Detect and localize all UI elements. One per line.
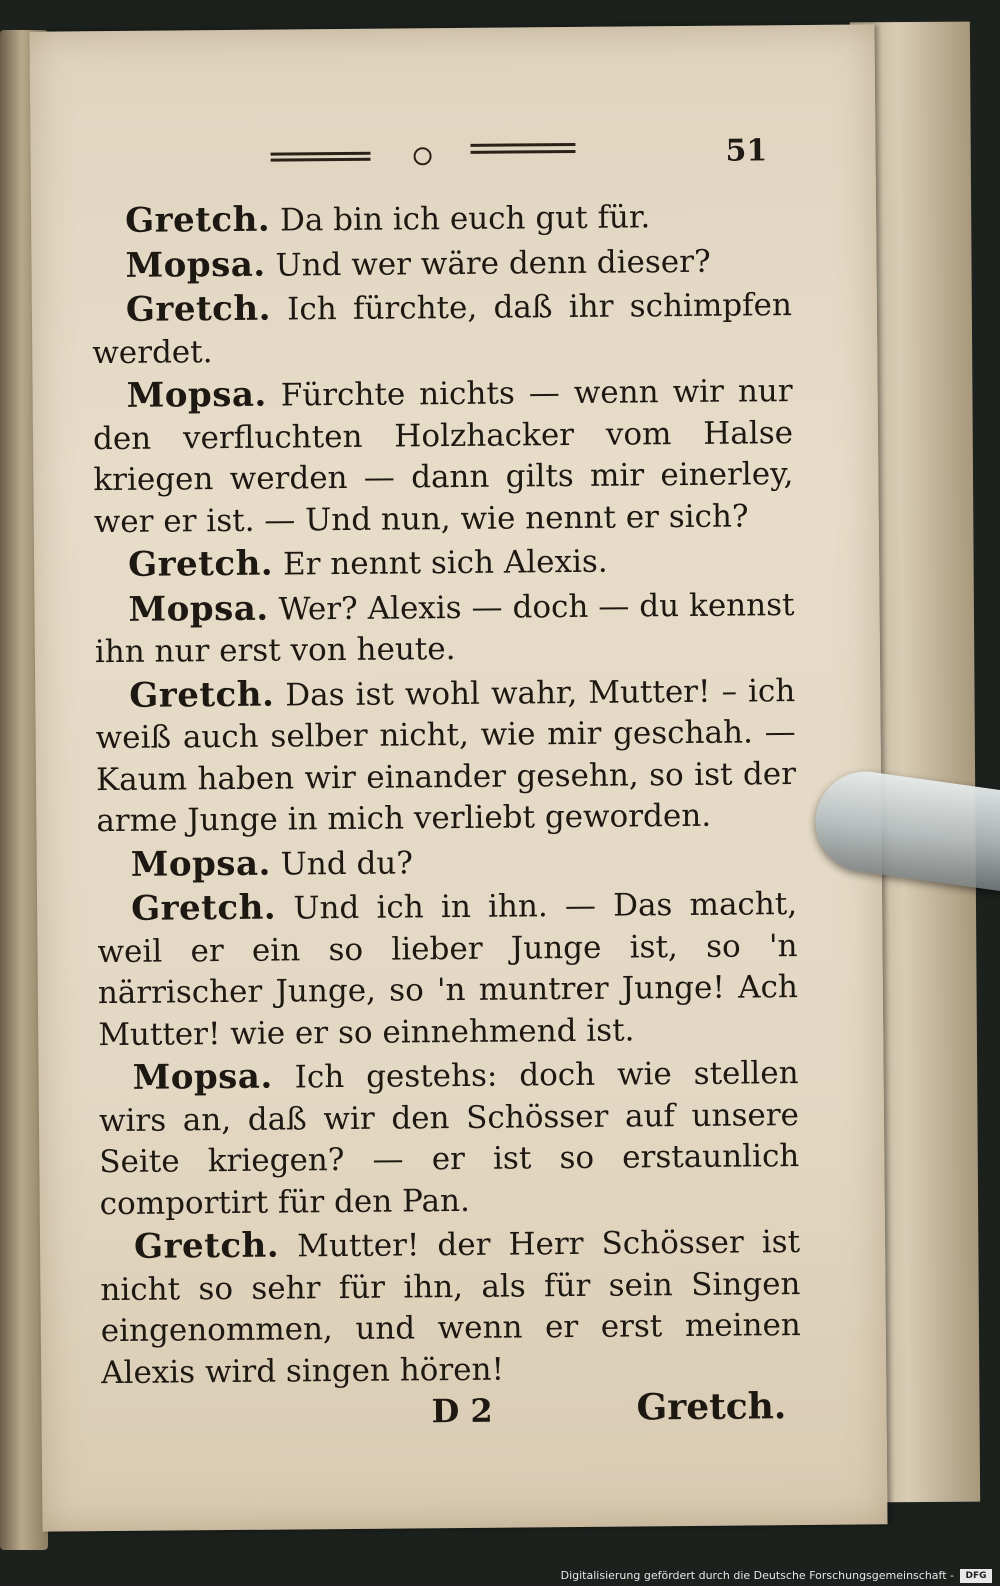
header-ornament-circle [413,147,431,165]
speaker-name: Mopsa. [128,588,269,630]
speaker-name: Gretch. [130,887,277,929]
speech-text: Und wer wäre denn dieser? [275,243,711,284]
dialogue-line [95,670,796,843]
dialogue-line [91,195,791,244]
speaker-name: Mopsa. [126,374,267,416]
book-page [29,24,887,1531]
digitization-credit: Digitalisierung gefördert durch die Deutsche Forschungsgemeinschaft - [560,1569,954,1582]
speech-text: Fürchte nichts — wenn wir nur den verfluchten Holzhacker vom Halse kriegen werden — dann gilts mir einerley, wer er ist. — Und nun, wie nennt er sich? [92,373,794,540]
speech-text: Und du? [280,844,414,883]
speech-text: Mutter! der Herr Schösser ist nicht so sehr für ihn, als für sein Singen eingenommen, und wenn er erst meinen Alexis wird singen hören! [100,1224,801,1391]
dialogue-line [97,883,798,1056]
page-footer [101,1385,801,1441]
dialogue-line [94,539,794,588]
speaker-name: Gretch. [133,1225,280,1267]
page-number: 51 [725,133,768,169]
dialogue-line [100,1221,801,1394]
dialogue-line [91,240,791,289]
dialogue-text [91,195,801,1396]
speech-text: Er nennt sich Alexis. [282,543,608,583]
dialogue-line [94,584,795,674]
signature-mark: D 2 [431,1391,493,1431]
dialogue-line [98,1052,799,1225]
speech-text: Da bin ich euch gut für. [279,199,651,239]
speech-text: Ich gestehs: doch wie stellen wirs an, daß wir den Schösser auf unsere Seite kriegen? — er ist so erstaunlich comportirt für den Pan. [98,1055,800,1222]
speech-text: Wer? Alexis — doch — du kennst ihn nur erst von heute. [94,586,795,671]
speaker-name: Gretch. [129,674,275,716]
speaker-name: Mopsa. [130,843,272,885]
dialogue-line [97,839,797,888]
header-rule-right [470,141,575,158]
dialogue-line [92,284,793,374]
credit-bar [0,1564,1000,1586]
catchword: Gretch. [636,1385,787,1429]
speaker-name: Mopsa. [132,1056,273,1098]
page-header [270,133,810,178]
dialogue-line [92,370,793,543]
dfg-logo-icon: DFG [960,1569,992,1583]
speaker-name: Gretch. [127,543,274,585]
speech-text: Ich fürchte, daß ihr schimpfen werdet. [92,287,793,371]
speaker-name: Gretch. [125,288,272,330]
speech-text: Das ist wohl wahr, Mutter! – ich weiß auch selber nicht, wie mir geschah. — Kaum haben wir einander gesehn, so ist der arme Junge in mich verliebt geworden. [95,672,797,840]
speech-text: Und ich in ihn. — Das macht, weil er ein so lieber Junge ist, so 'n närrischer Junge, so 'n muntrer Junge! Ach Mutter! wie er so einnehmend ist. [97,886,798,1053]
speaker-name: Mopsa. [125,244,266,286]
header-rule-left [271,151,371,164]
speaker-name: Gretch. [124,199,271,241]
